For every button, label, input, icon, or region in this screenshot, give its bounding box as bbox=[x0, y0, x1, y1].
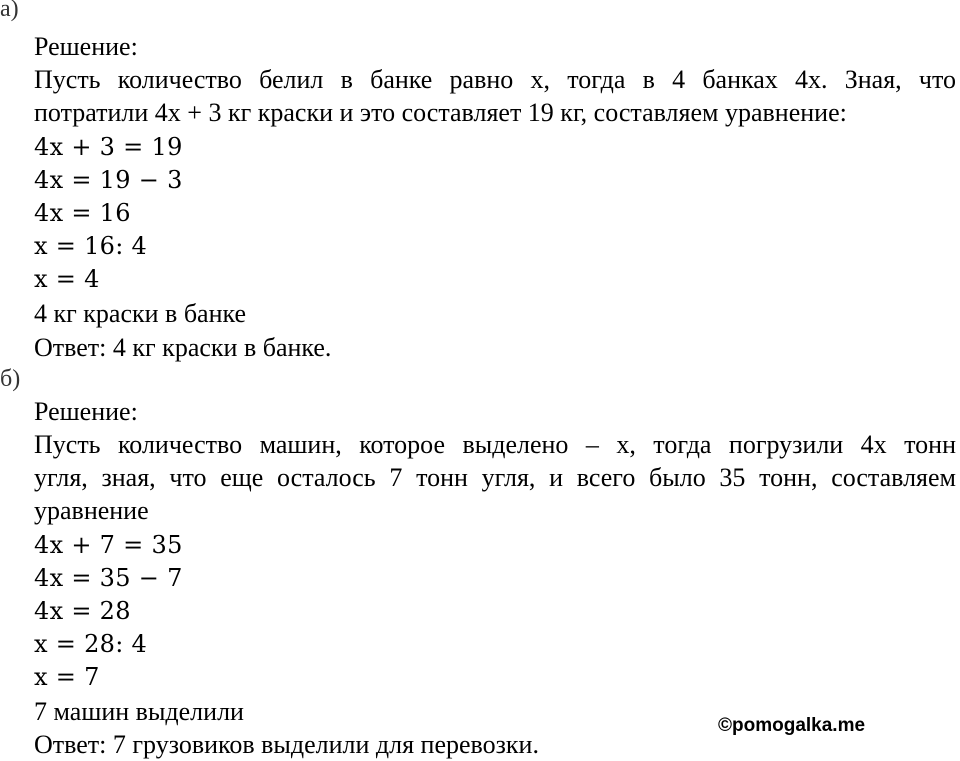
part-b-answer: Ответ: 7 грузовиков выделили для перевозки. bbox=[34, 730, 539, 759]
part-a-label: а) bbox=[0, 0, 19, 22]
part-b-label: б) bbox=[0, 366, 21, 392]
part-b-result: 7 машин выделили bbox=[34, 697, 244, 726]
part-b-equation-3: 4x = 28 bbox=[34, 597, 131, 625]
part-b-equation-2: 4x = 35 − 7 bbox=[34, 564, 183, 592]
part-b-text-line-3: уравнение bbox=[34, 496, 149, 525]
part-b-equation-1: 4x + 7 = 35 bbox=[34, 531, 183, 559]
part-a-answer: Ответ: 4 кг краски в банке. bbox=[34, 333, 332, 362]
part-a-result: 4 кг краски в банке bbox=[34, 299, 247, 328]
part-b-text-line-2: угля, зная, что еще осталось 7 тонн угля, и всего было 35 тонн, составляем bbox=[34, 463, 956, 492]
part-a-text-line-1: Пусть количество белил в банке равно x, тогда в 4 банках 4x. Зная, что bbox=[34, 65, 956, 94]
part-a-equation-5: x = 4 bbox=[34, 265, 100, 293]
part-a-text-line-2: потратили 4x + 3 кг краски и это составляет 19 кг, составляем уравнение: bbox=[34, 98, 847, 127]
part-a-equation-1: 4x + 3 = 19 bbox=[34, 133, 183, 161]
part-a-heading: Решение: bbox=[34, 32, 138, 61]
part-a-equation-4: x = 16: 4 bbox=[34, 232, 148, 260]
part-a-equation-3: 4x = 16 bbox=[34, 199, 131, 227]
part-a-equation-2: 4x = 19 − 3 bbox=[34, 166, 183, 194]
part-b-equation-5: x = 7 bbox=[34, 663, 100, 691]
watermark: ©pomogalka.me bbox=[718, 715, 866, 736]
part-b-heading: Решение: bbox=[34, 397, 138, 426]
part-b-text-line-1: Пусть количество машин, которое выделено – x, тогда погрузили 4x тонн bbox=[34, 430, 956, 459]
part-b-equation-4: x = 28: 4 bbox=[34, 630, 148, 658]
